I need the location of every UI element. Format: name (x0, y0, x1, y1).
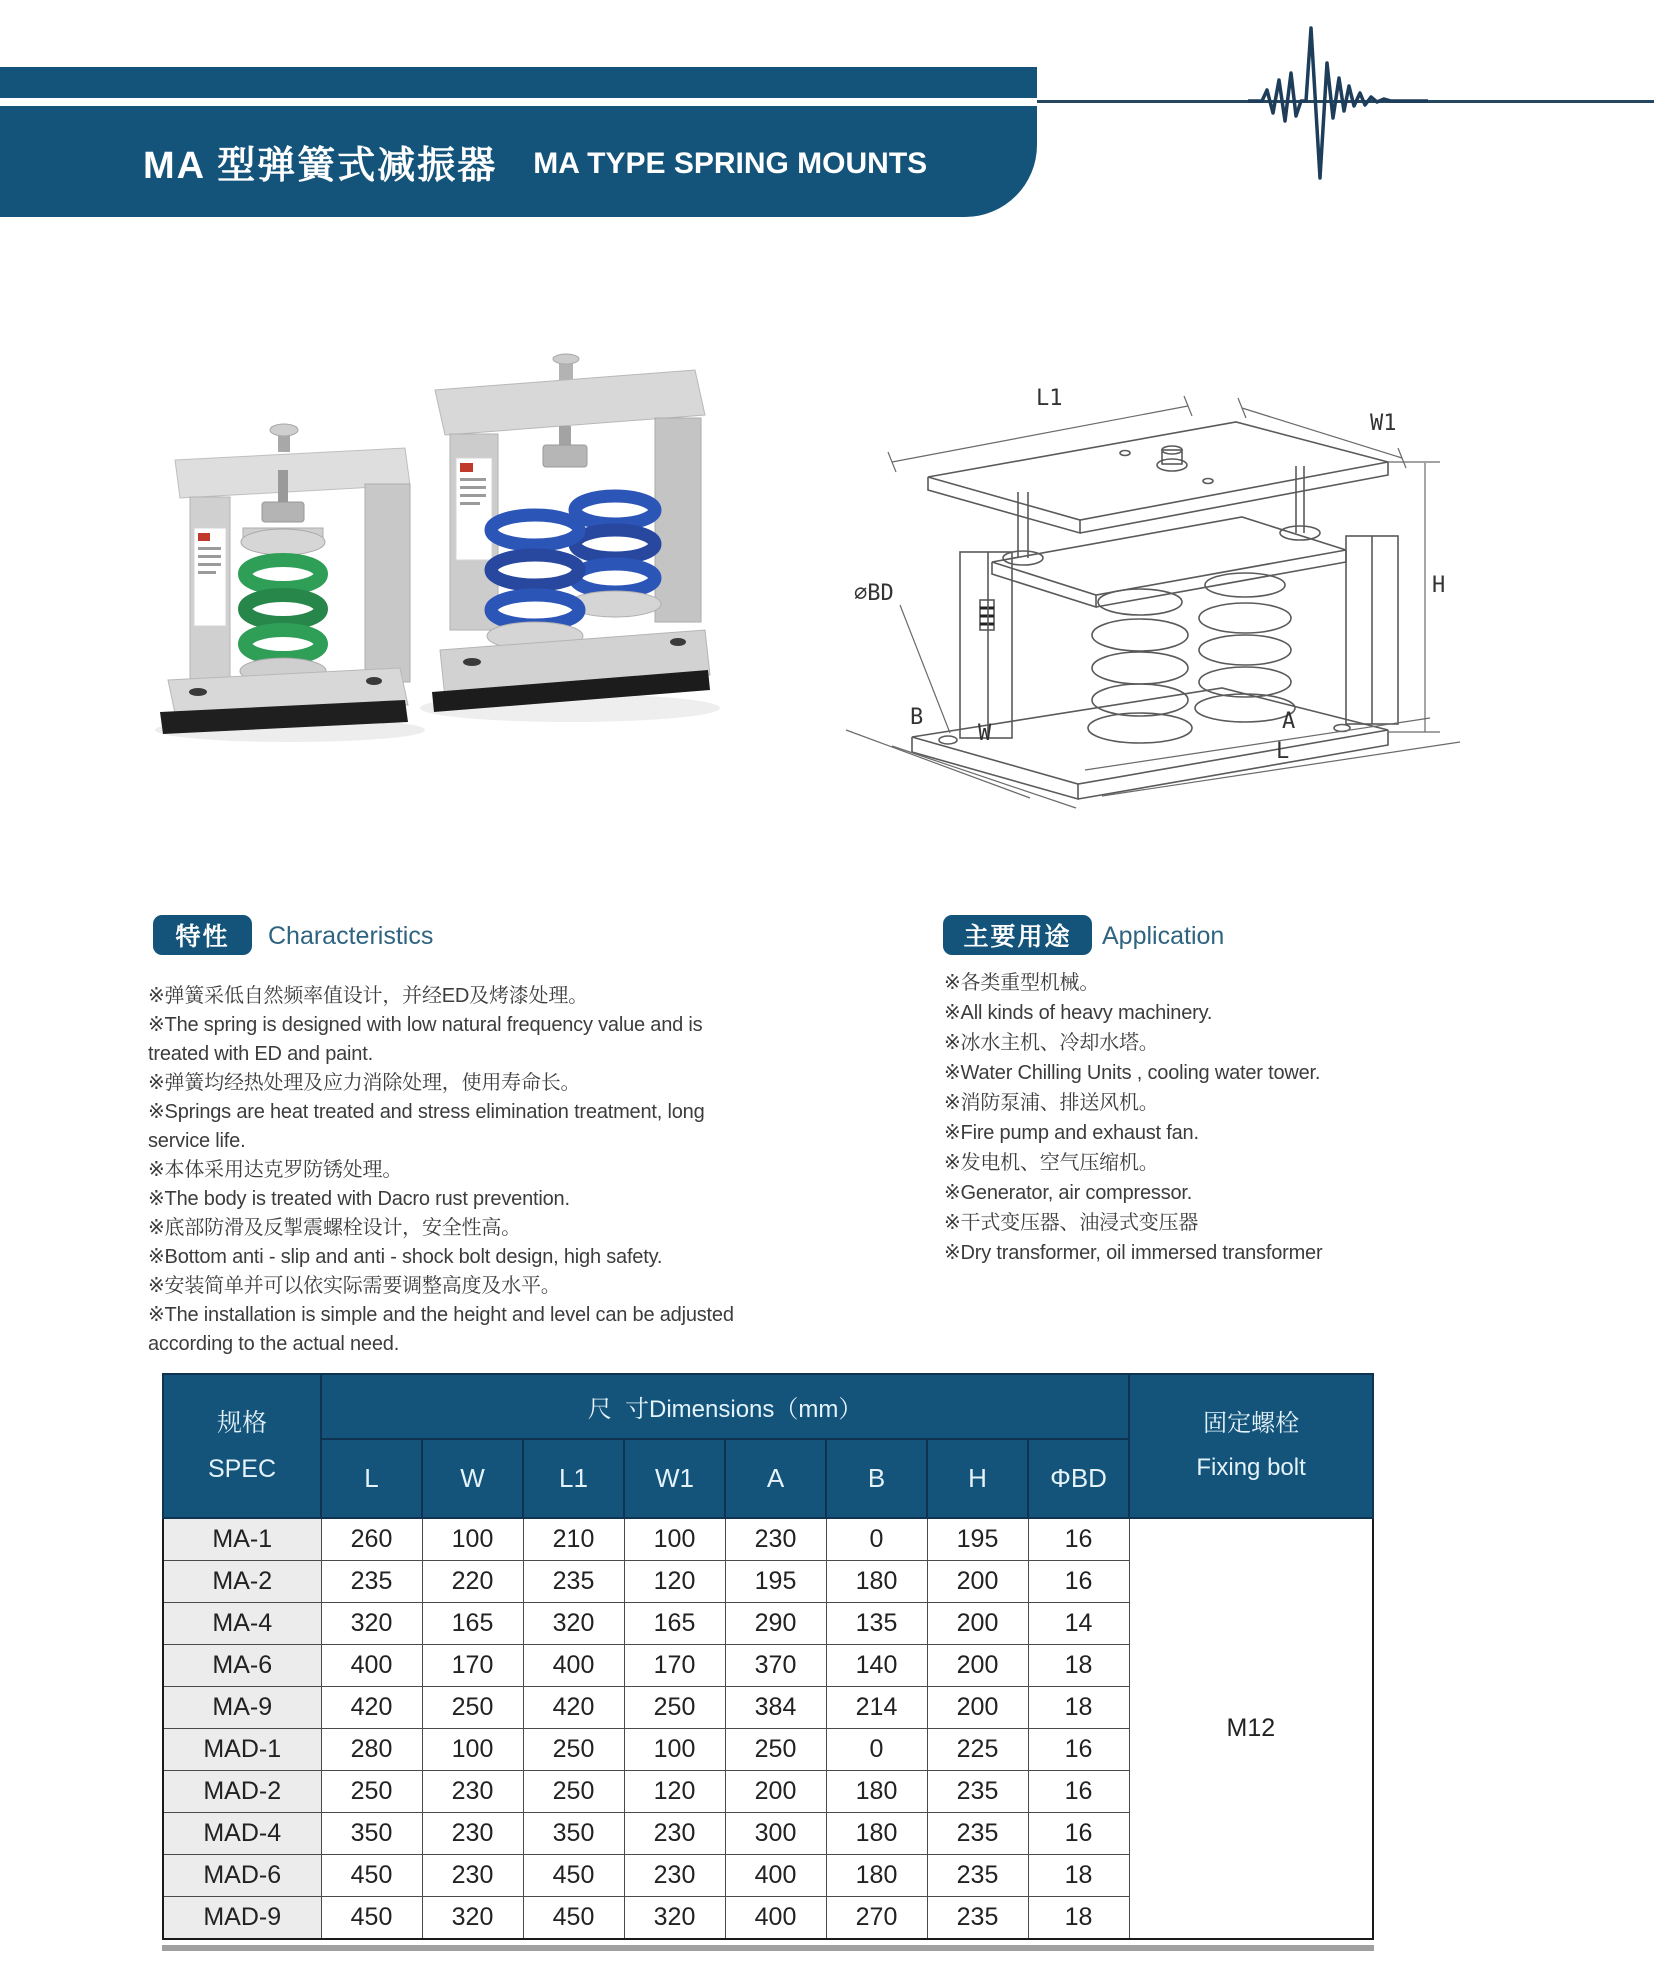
cell: 170 (624, 1645, 725, 1687)
cell: 225 (927, 1729, 1028, 1771)
fixing-bolt-header (1129, 1374, 1373, 1518)
spec-column-header (163, 1374, 321, 1518)
cell: 420 (321, 1687, 422, 1729)
dim-label-w: W (978, 721, 992, 746)
cell: 200 (927, 1561, 1028, 1603)
cell: 300 (725, 1813, 826, 1855)
cell: 350 (523, 1813, 624, 1855)
list-item: ※底部防滑及反掣震螺栓设计，安全性高。 (148, 1217, 521, 1239)
cell: 400 (523, 1645, 624, 1687)
page-title-english: MA TYPE SPRING MOUNTS (533, 146, 928, 180)
spec-value: MA-4 (163, 1603, 321, 1645)
cell: 235 (927, 1813, 1028, 1855)
dim-label-l1: L1 (1036, 386, 1063, 411)
cell: 180 (826, 1771, 927, 1813)
cell: 235 (927, 1897, 1028, 1940)
spec-value: MA-9 (163, 1687, 321, 1729)
spec-table (162, 1373, 1374, 1940)
cell: 320 (422, 1897, 523, 1940)
cell: 18 (1028, 1897, 1129, 1940)
cell: 100 (422, 1729, 523, 1771)
cell: 180 (826, 1855, 927, 1897)
list-item: ※发电机、空气压缩机。 (944, 1152, 1159, 1174)
cell: 0 (826, 1729, 927, 1771)
column-header-b: B (826, 1439, 927, 1518)
dimensions-header: 尺 寸Dimensions（mm） (321, 1374, 1129, 1439)
cell: 16 (1028, 1729, 1129, 1771)
cell: 140 (826, 1645, 927, 1687)
column-header-a: A (725, 1439, 826, 1518)
list-item: ※Springs are heat treated and stress elimination treatment, long service life. (148, 1101, 705, 1152)
list-item: ※All kinds of heavy machinery. (944, 1002, 1213, 1024)
seismic-waveform-icon (1248, 18, 1428, 188)
cell: 100 (422, 1518, 523, 1561)
table-bottom-rule (162, 1945, 1374, 1951)
cell: 230 (725, 1518, 826, 1561)
list-item: ※弹簧采低自然频率值设计，并经ED及烤漆处理。 (148, 985, 588, 1007)
spec-value: MAD-1 (163, 1729, 321, 1771)
cell: 235 (927, 1855, 1028, 1897)
column-header-l1: L1 (523, 1439, 624, 1518)
cell: 16 (1028, 1518, 1129, 1561)
cell: 180 (826, 1813, 927, 1855)
cell: 0 (826, 1518, 927, 1561)
cell: 235 (321, 1561, 422, 1603)
cell: 200 (927, 1603, 1028, 1645)
fixing-bolt-value: M12 (1129, 1518, 1373, 1939)
cell: 14 (1028, 1603, 1129, 1645)
cell: 100 (624, 1518, 725, 1561)
dim-label-w1: W1 (1370, 411, 1397, 436)
cell: 18 (1028, 1855, 1129, 1897)
cell: 18 (1028, 1645, 1129, 1687)
cell: 280 (321, 1729, 422, 1771)
cell: 16 (1028, 1813, 1129, 1855)
list-item: ※The spring is designed with low natural frequency value and is treated with ED and paint. (148, 1014, 703, 1065)
cell: 250 (523, 1771, 624, 1813)
column-header-l: L (321, 1439, 422, 1518)
list-item: ※弹簧均经热处理及应力消除处理，使用寿命长。 (148, 1072, 581, 1094)
page-title-chinese: MA 型弹簧式减振器 (143, 145, 498, 187)
spec-value: MAD-9 (163, 1897, 321, 1940)
cell: 120 (624, 1771, 725, 1813)
fixing-bolt-header-en: Fixing bolt (1196, 1454, 1306, 1481)
application-badge: 主要用途 (943, 915, 1092, 955)
cell: 135 (826, 1603, 927, 1645)
table-row (163, 1518, 1373, 1561)
cell: 18 (1028, 1687, 1129, 1729)
cell: 170 (422, 1645, 523, 1687)
cell: 450 (523, 1897, 624, 1940)
spec-value: MA-2 (163, 1561, 321, 1603)
dim-label-bd: ∅BD (854, 581, 894, 606)
column-header-w: W (422, 1439, 523, 1518)
spec-header-en: SPEC (207, 1455, 277, 1483)
cell: 320 (523, 1603, 624, 1645)
list-item: ※各类重型机械。 (944, 972, 1100, 994)
spring-mount-green (155, 424, 425, 742)
cell: 16 (1028, 1771, 1129, 1813)
header-top-bar (0, 67, 1037, 98)
characteristics-badge: 特性 (153, 915, 252, 955)
cell: 400 (725, 1897, 826, 1940)
cell: 320 (624, 1897, 725, 1940)
cell: 450 (321, 1855, 422, 1897)
cell: 230 (422, 1771, 523, 1813)
list-item: ※干式变压器、油浸式变压器 (944, 1212, 1199, 1234)
characteristics-list (148, 982, 740, 1359)
cell: 250 (725, 1729, 826, 1771)
dim-label-h: H (1432, 573, 1446, 598)
cell: 450 (523, 1855, 624, 1897)
cell: 165 (624, 1603, 725, 1645)
dim-label-a: A (1282, 709, 1296, 734)
column-header-w1: W1 (624, 1439, 725, 1518)
spec-header-cn: 规格 (216, 1409, 267, 1437)
cell: 400 (321, 1645, 422, 1687)
spec-value: MAD-4 (163, 1813, 321, 1855)
cell: 370 (725, 1645, 826, 1687)
cell: 200 (927, 1687, 1028, 1729)
cell: 210 (523, 1518, 624, 1561)
dim-label-l: L (1276, 739, 1290, 764)
technical-drawing (840, 300, 1480, 810)
cell: 250 (624, 1687, 725, 1729)
list-item: ※消防泵浦、排送风机。 (944, 1092, 1159, 1114)
list-item: ※The body is treated with Dacro rust prevention. (148, 1188, 570, 1210)
cell: 290 (725, 1603, 826, 1645)
list-item: ※Fire pump and exhaust fan. (944, 1122, 1199, 1144)
column-header-bd: ΦBD (1028, 1439, 1129, 1518)
product-photo (150, 330, 730, 785)
dim-label-b: B (910, 705, 924, 730)
list-item: ※冰水主机、冷却水塔。 (944, 1032, 1159, 1054)
cell: 250 (422, 1687, 523, 1729)
cell: 220 (422, 1561, 523, 1603)
spec-value: MAD-2 (163, 1771, 321, 1813)
cell: 384 (725, 1687, 826, 1729)
cell: 350 (321, 1813, 422, 1855)
cell: 16 (1028, 1561, 1129, 1603)
header-title-block (0, 106, 1037, 217)
cell: 320 (321, 1603, 422, 1645)
cell: 165 (422, 1603, 523, 1645)
cell: 195 (927, 1518, 1028, 1561)
cell: 420 (523, 1687, 624, 1729)
cell: 400 (725, 1855, 826, 1897)
cell: 250 (523, 1729, 624, 1771)
cell: 230 (422, 1855, 523, 1897)
application-heading: Application (1102, 922, 1225, 950)
cell: 235 (927, 1771, 1028, 1813)
cell: 450 (321, 1897, 422, 1940)
cell: 200 (927, 1645, 1028, 1687)
list-item: ※Water Chilling Units , cooling water tower. (944, 1062, 1321, 1084)
cell: 180 (826, 1561, 927, 1603)
cell: 260 (321, 1518, 422, 1561)
cell: 230 (624, 1855, 725, 1897)
fixing-bolt-header-cn: 固定螺栓 (1203, 1410, 1300, 1437)
list-item: ※安装简单并可以依实际需要调整高度及水平。 (148, 1275, 561, 1297)
cell: 120 (624, 1561, 725, 1603)
cell: 250 (321, 1771, 422, 1813)
cell: 214 (826, 1687, 927, 1729)
spring-mount-blue (420, 354, 720, 722)
list-item: ※本体采用达克罗防锈处理。 (148, 1159, 403, 1181)
list-item: ※The installation is simple and the height and level can be adjusted according to the actual need. (148, 1304, 734, 1355)
list-item: ※Dry transformer, oil immersed transformer (944, 1242, 1323, 1264)
cell: 195 (725, 1561, 826, 1603)
spec-value: MA-1 (163, 1518, 321, 1561)
characteristics-heading: Characteristics (268, 922, 434, 950)
cell: 270 (826, 1897, 927, 1940)
list-item: ※Generator, air compressor. (944, 1182, 1193, 1204)
spec-value: MA-6 (163, 1645, 321, 1687)
cell: 235 (523, 1561, 624, 1603)
cell: 100 (624, 1729, 725, 1771)
cell: 230 (624, 1813, 725, 1855)
cell: 230 (422, 1813, 523, 1855)
application-list (944, 968, 1404, 1268)
spec-value: MAD-6 (163, 1855, 321, 1897)
column-header-h: H (927, 1439, 1028, 1518)
list-item: ※Bottom anti - slip and anti - shock bolt design, high safety. (148, 1246, 663, 1268)
cell: 200 (725, 1771, 826, 1813)
